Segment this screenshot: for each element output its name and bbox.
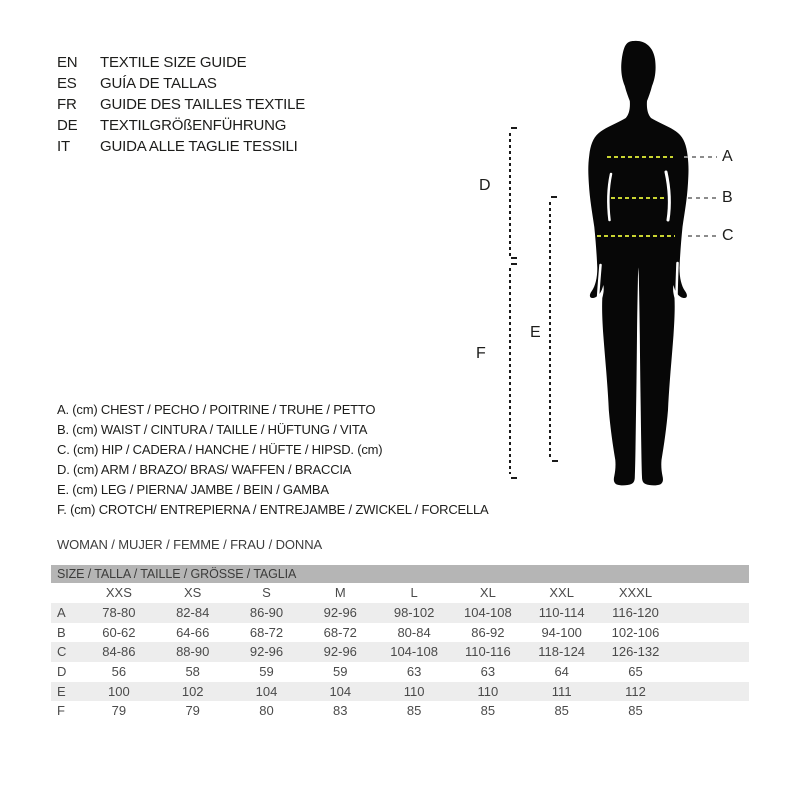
size-header: M — [334, 585, 346, 600]
table-cell: 111 — [551, 683, 572, 699]
table-cell: 104-108 — [390, 644, 438, 660]
table-cell: 86-92 — [471, 624, 505, 640]
table-cell: 88-90 — [176, 644, 210, 660]
guide-title: GUIDA ALLE TAGLIE TESSILI — [100, 138, 298, 155]
row-label: F — [57, 703, 65, 719]
woman-silhouette — [583, 40, 701, 486]
table-row — [51, 623, 749, 643]
arm-length-line — [509, 133, 511, 257]
table-cell: 85 — [480, 703, 496, 719]
table-cell: 85 — [554, 703, 569, 719]
crotch-length-line — [509, 268, 511, 474]
chest-line-connector — [684, 156, 717, 158]
table-cell: 100 — [108, 683, 130, 699]
table-cell: 104-108 — [464, 605, 512, 620]
hip-line — [597, 235, 675, 237]
table-cell: 59 — [259, 663, 274, 679]
leg-line-top-tick — [551, 196, 557, 198]
waist-line — [611, 197, 667, 199]
table-cell: 64-66 — [176, 624, 210, 640]
row-label: C — [57, 644, 67, 660]
leg-length-line — [549, 202, 551, 457]
size-table — [51, 565, 749, 721]
guide-title: TEXTILE SIZE GUIDE — [100, 54, 247, 71]
leg-label: E — [530, 324, 541, 341]
table-cell: 82-84 — [176, 605, 210, 620]
arm-line-bottom-tick — [511, 257, 517, 259]
table-cell: 110-116 — [464, 644, 511, 660]
gender-group-title: WOMAN / MUJER / FEMME / FRAU / DONNA — [57, 537, 323, 552]
size-header: XXS — [105, 585, 132, 600]
table-cell-filler — [672, 603, 749, 623]
measurement-legend — [57, 400, 489, 520]
table-cell: 83 — [333, 703, 348, 719]
language-row — [57, 52, 305, 73]
crotch-label: F — [476, 345, 486, 362]
table-cell: 86-90 — [249, 605, 284, 620]
table-cell: 56 — [111, 663, 127, 679]
table-cell: 64 — [554, 663, 569, 679]
size-header: XXXL — [618, 585, 653, 600]
language-row — [57, 115, 305, 136]
table-cell: 65 — [628, 663, 643, 679]
table-cell: 60-62 — [102, 624, 136, 640]
hip-label: C — [722, 227, 734, 244]
leg-line-bottom-tick — [552, 460, 558, 462]
table-cell: 110 — [477, 683, 499, 699]
guide-title: GUIDE DES TAILLES TEXTILE — [100, 96, 306, 113]
size-header-filler — [672, 583, 749, 603]
legend-item-hip: C. (cm) HIP / CADERA / HANCHE / HÜFTE / HIPSD. (cm) — [57, 442, 383, 457]
arm-line-top-tick — [511, 127, 517, 129]
size-header: L — [410, 585, 418, 600]
guide-title: TEXTILGRÖßENFÜHRUNG — [100, 117, 287, 134]
table-cell-filler — [672, 701, 749, 721]
table-cell: 118-124 — [538, 644, 586, 660]
table-cell: 112 — [625, 683, 646, 699]
table-cell: 78-80 — [102, 605, 136, 620]
table-cell: 92-96 — [249, 644, 284, 660]
crotch-line-top-tick — [511, 263, 517, 265]
table-cell: 63 — [480, 663, 496, 679]
table-cell: 92-96 — [323, 605, 357, 620]
table-cell: 102 — [181, 683, 204, 699]
size-header: XS — [184, 585, 202, 600]
guide-title: GUÍA DE TALLAS — [100, 75, 217, 92]
waist-label: B — [722, 189, 733, 206]
crotch-line-bottom-tick — [511, 477, 517, 479]
table-cell-filler — [672, 682, 749, 702]
size-header-spacer — [51, 583, 82, 603]
language-code: FR — [57, 96, 77, 113]
size-header: XL — [479, 585, 496, 600]
size-table-header-band: SIZE / TALLA / TAILLE / GRÖSSE / TAGLIA — [51, 565, 749, 583]
language-row — [57, 94, 305, 115]
table-cell: 68-72 — [249, 624, 284, 640]
language-row — [57, 136, 305, 157]
language-code: EN — [57, 54, 78, 71]
arm-label: D — [479, 177, 491, 194]
legend-item-crotch: F. (cm) CROTCH/ ENTREPIERNA / ENTREJAMBE / ZWICKEL / FORCELLA — [57, 502, 489, 517]
legend-item-chest: A. (cm) CHEST / PECHO / POITRINE / TRUHE / PETTO — [57, 402, 376, 417]
table-cell: 85 — [628, 703, 643, 719]
table-row — [51, 642, 749, 662]
table-cell: 58 — [185, 663, 200, 679]
table-cell-filler — [672, 662, 749, 682]
table-cell: 63 — [406, 663, 422, 679]
row-label: A — [57, 605, 66, 620]
table-row — [51, 603, 749, 623]
table-cell: 116-120 — [612, 605, 659, 620]
language-row — [57, 73, 305, 94]
size-header-row — [51, 583, 749, 603]
table-cell: 85 — [406, 703, 422, 719]
table-cell: 98-102 — [393, 605, 435, 620]
table-cell: 102-106 — [611, 624, 660, 640]
table-cell: 59 — [333, 663, 348, 679]
table-cell-filler — [672, 623, 749, 643]
table-cell: 104 — [329, 683, 352, 699]
table-row — [51, 701, 749, 721]
legend-item-waist: B. (cm) WAIST / CINTURA / TAILLE / HÜFTUNG / VITA — [57, 422, 368, 437]
chest-label: A — [722, 148, 733, 165]
size-header: XXL — [549, 585, 574, 600]
table-cell: 110 — [403, 683, 425, 699]
legend-item-arm: D. (cm) ARM / BRAZO/ BRAS/ WAFFEN / BRACCIA — [57, 462, 352, 477]
table-cell: 68-72 — [323, 624, 357, 640]
language-code: IT — [57, 138, 70, 155]
table-cell: 110-114 — [538, 605, 585, 620]
table-cell: 104 — [255, 683, 278, 699]
table-cell: 80 — [259, 703, 274, 719]
table-cell: 80-84 — [397, 624, 431, 640]
language-code: ES — [57, 75, 77, 92]
chest-line — [607, 156, 673, 158]
size-header: S — [262, 585, 271, 600]
table-row — [51, 682, 749, 702]
legend-item-leg: E. (cm) LEG / PIERNA/ JAMBE / BEIN / GAMBA — [57, 482, 329, 497]
table-cell: 84-86 — [102, 644, 136, 660]
table-cell-filler — [672, 642, 749, 662]
language-code: DE — [57, 117, 78, 134]
row-label: E — [57, 683, 66, 699]
waist-line-connector — [688, 197, 717, 199]
row-label: B — [57, 624, 66, 640]
table-cell: 92-96 — [323, 644, 357, 660]
hip-line-connector — [688, 235, 717, 237]
table-cell: 79 — [185, 703, 200, 719]
table-row — [51, 662, 749, 682]
table-cell: 126-132 — [611, 644, 660, 660]
row-label: D — [57, 663, 67, 679]
table-cell: 94-100 — [541, 624, 582, 640]
language-title-list — [57, 52, 305, 157]
table-cell: 79 — [111, 703, 127, 719]
